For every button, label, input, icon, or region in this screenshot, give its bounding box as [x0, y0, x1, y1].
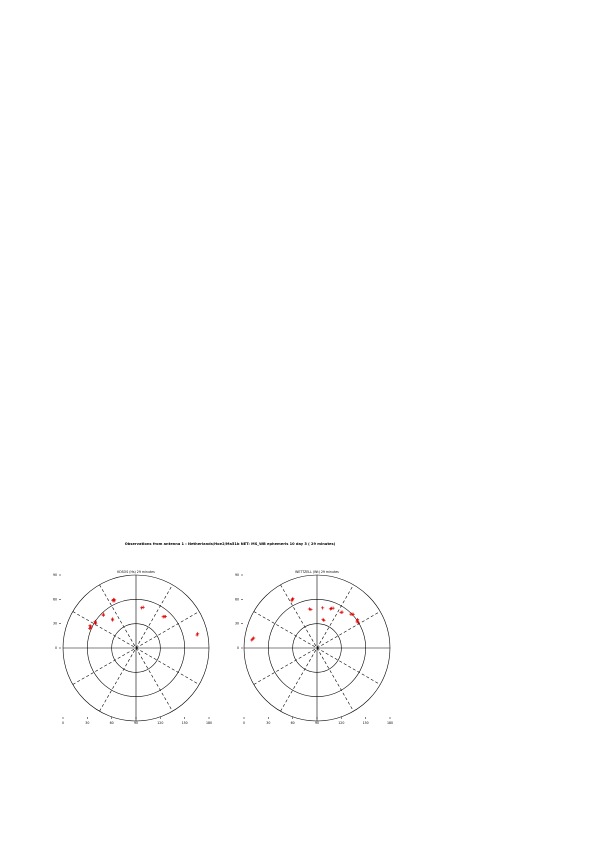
left-xtick-label-1: 30: [85, 721, 90, 725]
left-ytick-label-1: 60: [52, 597, 57, 602]
left-xtick-label-6: 180: [205, 721, 213, 725]
right-ytick-label-0: 90: [234, 573, 239, 577]
right-observation-22: [321, 606, 324, 609]
left-ytick-label-3: 0: [54, 646, 57, 650]
right-xtick-label-3: 90: [314, 721, 320, 725]
left-observation-15: [140, 606, 143, 609]
right-ytick-label-1: 60: [234, 597, 239, 602]
left-ytick-label-0: 90: [52, 573, 57, 577]
left-observation-16: [142, 606, 145, 609]
figure-title: Observations from antenna 1 : Netherlands/Hoe2/Ma51b NET: MS_WB ephemeris 10 day 3 ( 29 minutes): [124, 542, 336, 546]
right-xtick-label-1: 30: [266, 721, 271, 725]
left-ytick-label-2: 30: [52, 621, 57, 626]
right-ytick-label-3: 0: [236, 646, 239, 650]
left-xtick-label-0: 0: [61, 721, 65, 725]
right-observation-7: [308, 607, 311, 610]
left-xtick-label-5: 150: [181, 721, 188, 725]
left-xtick-label-2: 60: [109, 721, 114, 725]
right-ytick-label-2: 30: [234, 621, 239, 626]
right-xtick-label-4: 120: [338, 721, 345, 725]
left-xtick-label-4: 120: [157, 721, 164, 725]
skyplot-right-title: WETTZELL (Wt) 29 minutes: [295, 570, 339, 574]
right-xtick-label-5: 150: [362, 721, 369, 725]
skyplot-left-title: KOSOS (Hs) 29 minutes: [117, 570, 155, 574]
right-xtick-label-6: 180: [386, 721, 394, 725]
right-xtick-label-2: 60: [290, 721, 295, 725]
skyplot-left: [53, 570, 212, 725]
right-xtick-label-0: 0: [242, 721, 246, 725]
right-observation-11: [332, 607, 335, 610]
skyplot-right: [235, 570, 393, 725]
left-xtick-label-3: 90: [133, 721, 139, 725]
right-observation-6: [309, 608, 312, 611]
